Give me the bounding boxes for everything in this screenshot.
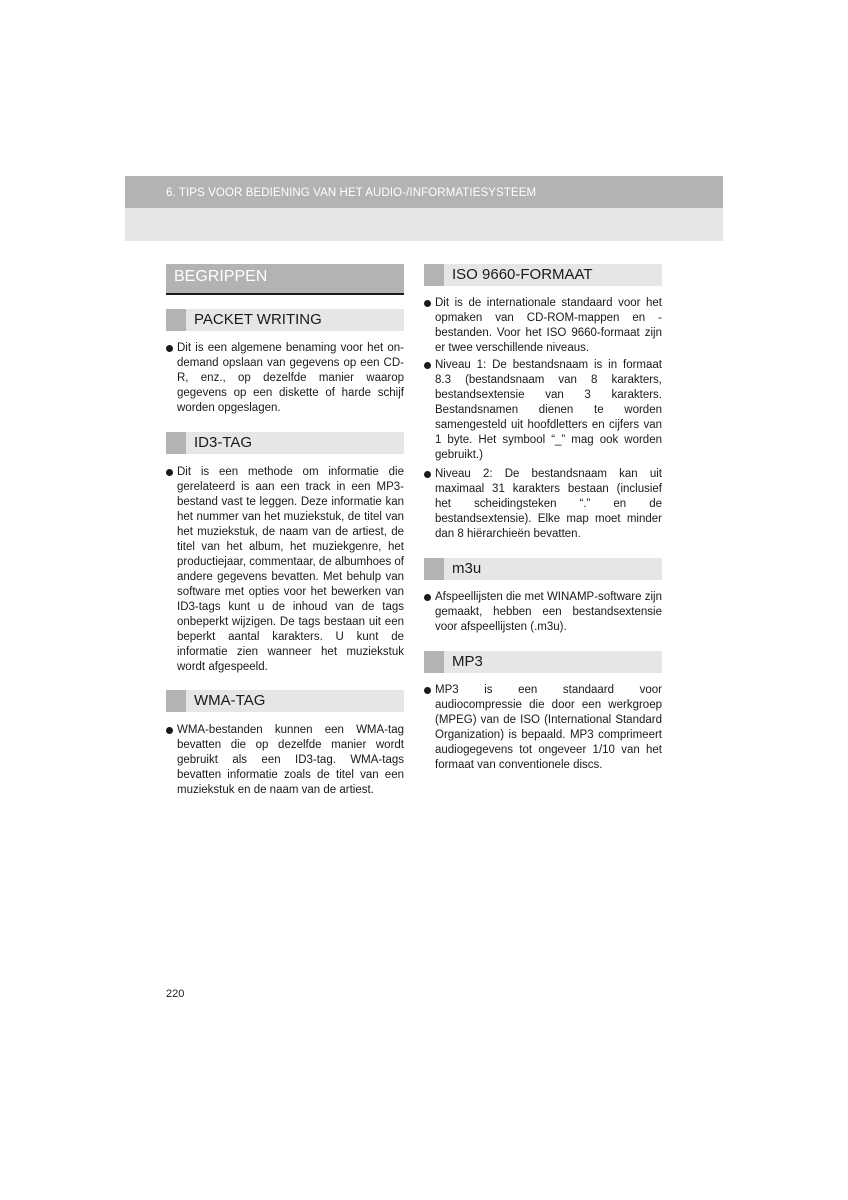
bullet-icon bbox=[166, 469, 173, 476]
section-heading-m3u bbox=[424, 558, 662, 580]
section-heading-packet-writing bbox=[166, 309, 404, 331]
list-item bbox=[424, 467, 662, 542]
section-title: ID3-TAG bbox=[194, 434, 253, 451]
section-heading-id3-tag bbox=[166, 432, 404, 454]
section-title: ISO 9660-FORMAAT bbox=[452, 266, 593, 283]
bullet-icon bbox=[424, 362, 431, 369]
section-title: WMA-TAG bbox=[194, 692, 266, 709]
list-item-text: Niveau 1: De bestandsnaam is in formaat 8.3 (bestandsnaam van 8 karakters, bestandsextensie van 3 karakters. Bestandsnamen dienen te worden samengesteld uit hoofdletters en cijfers van 1 byte. Het symbool “_” mag ook worden gebruikt.) bbox=[435, 359, 662, 461]
section-marker bbox=[424, 651, 444, 673]
section-marker bbox=[166, 432, 186, 454]
list-item bbox=[424, 683, 662, 773]
list-item-text: Dit is een algemene benaming voor het on-demand opslaan van gegevens op een CD-R, enz., op dezelfde manier waarop gegevens op een diskette of harde schijf worden opgeslagen. bbox=[177, 342, 404, 414]
bullet-icon bbox=[424, 300, 431, 307]
section-title: MP3 bbox=[452, 653, 483, 670]
section-marker bbox=[166, 309, 186, 331]
list-item-text: Dit is een methode om informatie die gerelateerd is aan een track in een MP3-bestand vast te leggen. Deze informatie kan het nummer van het muziekstuk, de titel van het muziekstuk, de naam van de artiest, de titel van het album, het muziekgenre, het productiejaar, commentaar, de albumhoes of andere gegevens bevatten. Met behulp van software met opties voor het bewerken van ID3-tags kunt u de inhoud van de tags onbeperkt wijzigen. De tags bestaan uit een beperkt aantal karakters. U kunt de informatie zien wanneer het muziekstuk wordt afgespeeld. bbox=[177, 466, 404, 673]
section-title: m3u bbox=[452, 560, 482, 577]
list-item-text: Afspeellijsten die met WINAMP-software zijn gemaakt, hebben een bestandsextensie voor afspeellijsten (.m3u). bbox=[435, 591, 662, 633]
list-item bbox=[166, 341, 404, 416]
list-item bbox=[166, 465, 404, 675]
list-item bbox=[424, 358, 662, 463]
bullet-icon bbox=[166, 727, 173, 734]
section-marker bbox=[166, 690, 186, 712]
chapter-header-subband bbox=[125, 208, 723, 241]
section-heading-wma-tag bbox=[166, 690, 404, 712]
list-item bbox=[424, 590, 662, 635]
section-marker bbox=[424, 558, 444, 580]
list-item bbox=[424, 296, 662, 356]
main-section-title-text: BEGRIPPEN bbox=[174, 268, 268, 285]
chapter-title: 6. TIPS VOOR BEDIENING VAN HET AUDIO-/INFORMATIESYSTEEM bbox=[166, 187, 537, 199]
bullet-icon bbox=[424, 687, 431, 694]
list-item-text: Niveau 2: De bestandsnaam kan uit maximaal 31 karakters bestaan (inclusief het scheidingsteken “.” en de bestandsextensie). Elke map moet minder dan 8 hiërarchieën bevatten. bbox=[435, 468, 662, 540]
chapter-header bbox=[125, 176, 723, 208]
section-marker bbox=[424, 264, 444, 286]
section-heading-iso-9660 bbox=[424, 264, 662, 286]
page-number: 220 bbox=[166, 988, 185, 1000]
list-item bbox=[166, 723, 404, 798]
section-heading-mp3 bbox=[424, 651, 662, 673]
bullet-icon bbox=[424, 471, 431, 478]
list-item-text: MP3 is een standaard voor audiocompressie die door een werkgroep (MPEG) van de ISO (International Standard Organization) is bepaald. MP3 comprimeert audiogegevens tot ongeveer 1/10 van het formaat van conventionele discs. bbox=[435, 684, 662, 771]
bullet-icon bbox=[424, 594, 431, 601]
section-title: PACKET WRITING bbox=[194, 311, 322, 328]
list-item-text: WMA-bestanden kunnen een WMA-tag bevatten die op dezelfde manier wordt gebruikt als een ID3-tag. WMA-tags bevatten informatie zoals de titel van een muziekstuk en de naam van de artiest. bbox=[177, 724, 404, 796]
bullet-icon bbox=[166, 345, 173, 352]
list-item-text: Dit is de internationale standaard voor het opmaken van CD-ROM-mappen en -bestanden. Voor het ISO 9660-formaat zijn er twee verschillende niveaus. bbox=[435, 297, 662, 354]
main-section-title bbox=[166, 264, 404, 295]
